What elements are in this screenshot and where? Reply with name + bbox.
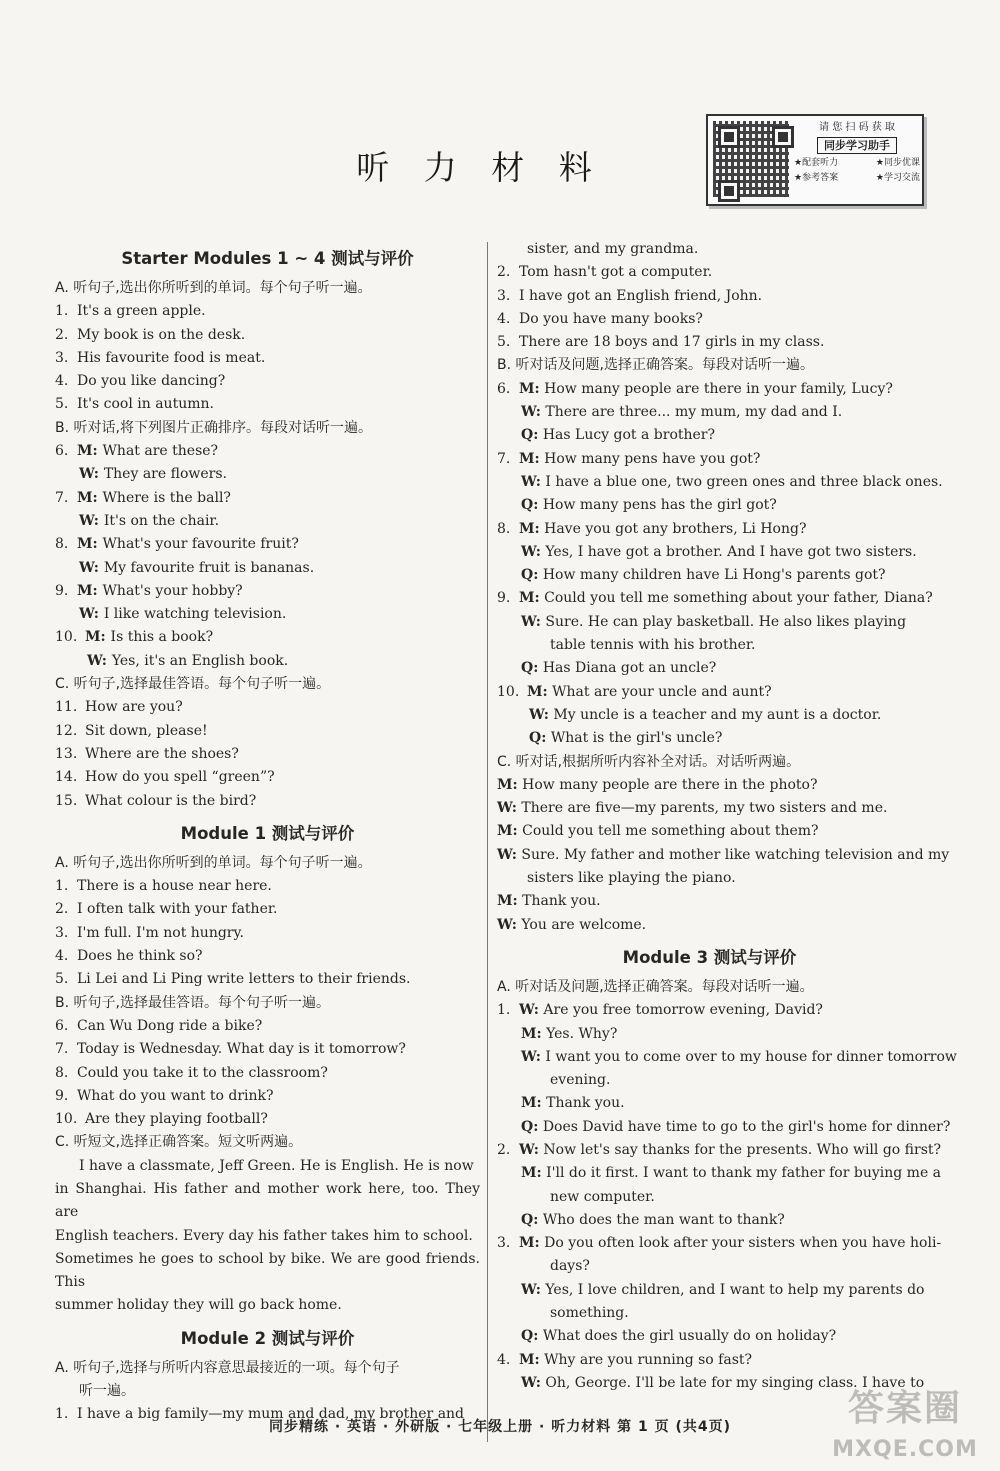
list-item: 6. Can Wu Dong ride a bike?	[55, 1017, 263, 1034]
left-column	[55, 238, 480, 1427]
list-item: 9. What do you want to drink?	[55, 1087, 274, 1104]
dialog-line: W: Oh, George. I'll be late for my singing class. I have to	[521, 1374, 925, 1391]
section-heading-starter: Starter Modules 1 ~ 4 测试与评价	[121, 249, 414, 268]
dialog-line: Q: What does the girl usually do on holiday?	[521, 1328, 837, 1345]
watermark	[820, 1380, 990, 1462]
instruction: A. 听对话及问题,选择正确答案。每段对话听一遍。	[497, 978, 814, 995]
dialog-line: 8. M: What's your favourite fruit?	[55, 536, 299, 553]
dialog-line: 10. M: What are your uncle and aunt?	[497, 683, 772, 700]
dialog-line: days?	[550, 1258, 590, 1275]
dialog-line: W: I have a blue one, two green ones and three black ones.	[521, 473, 943, 490]
list-item: 1. I have a big family—my mum and dad, my brother and	[55, 1406, 465, 1423]
dialog-line: W: Sure. He can play basketball. He also likes playing	[521, 613, 907, 630]
instruction: C. 听短文,选择正确答案。短文听两遍。	[55, 1134, 303, 1151]
dialog-line: 7. M: Where is the ball?	[55, 489, 231, 506]
dialog-line: W: Sure. My father and mother like watching television and my	[497, 846, 950, 863]
list-item: 4. Does he think so?	[55, 948, 203, 965]
list-item: 5. It's cool in autumn.	[55, 396, 214, 413]
list-item: 1. There is a house near here.	[55, 878, 272, 895]
right-column	[497, 238, 957, 1395]
instruction: B. 听句子,选择最佳答语。每个句子听一遍。	[55, 994, 330, 1011]
dialog-line: 3. M: Do you often look after your sisters when you have holi-	[497, 1235, 942, 1252]
page-title: 听 力 材 料	[356, 148, 604, 187]
dialog-line: M: How many people are there in the photo?	[497, 776, 818, 793]
list-item: 2. My book is on the desk.	[55, 326, 246, 343]
list-item: 2. Tom hasn't got a computer.	[497, 264, 713, 281]
list-item: 12. Sit down, please!	[55, 722, 208, 739]
dialog-line: W: I want you to come over to my house for dinner tomorrow	[521, 1048, 957, 1065]
list-item: 8. Could you take it to the classroom?	[55, 1064, 328, 1081]
list-item: 15. What colour is the bird?	[55, 792, 257, 809]
dialog-line: W: My favourite fruit is bananas.	[79, 559, 315, 576]
list-item: 14. How do you spell “green”?	[55, 769, 275, 786]
dialog-line: W: It's on the chair.	[79, 512, 220, 529]
list-item: 5. There are 18 boys and 17 girls in my class.	[497, 334, 825, 351]
section-heading-module-1: Module 1 测试与评价	[180, 823, 355, 843]
column-divider	[487, 242, 488, 1442]
dialog-line: W: You are welcome.	[497, 916, 647, 933]
dialog-line: W: There are five—my parents, my two sisters and me.	[497, 800, 888, 817]
instruction: B. 听对话,将下列图片正确排序。每段对话听一遍。	[55, 419, 372, 436]
instruction: C. 听对话,根据所听内容补全对话。对话听两遍。	[497, 753, 801, 770]
dialog-line: Q: How many pens has the girl got?	[521, 497, 777, 514]
qr-code-icon[interactable]	[713, 121, 789, 197]
list-item: 3. I have got an English friend, John.	[497, 287, 763, 304]
dialog-line: Q: Has Lucy got a brother?	[521, 427, 716, 444]
section-heading-module-3: Module 3 测试与评价	[622, 947, 797, 967]
qr-caption: 请 您 扫 码 获 取	[819, 122, 895, 133]
dialog-line: Q: Who does the man want to thank?	[521, 1211, 785, 1228]
dialog-line: 9. M: Could you tell me something about your father, Diana?	[497, 590, 933, 607]
qr-panel[interactable]	[706, 114, 924, 206]
dialog-line: M: Could you tell me something about them?	[497, 823, 819, 840]
dialog-line: 10. M: Is this a book?	[55, 629, 214, 646]
dialog-line: 9. M: What's your hobby?	[55, 582, 243, 599]
dialog-line: 1. W: Are you free tomorrow evening, David?	[497, 1002, 823, 1019]
instruction: B. 听对话及问题,选择正确答案。每段对话听一遍。	[497, 357, 814, 374]
instruction: A. 听句子,选出你所听到的单词。每个句子听一遍。	[55, 280, 372, 296]
dialog-line: new computer.	[550, 1188, 655, 1205]
list-item: 4. Do you like dancing?	[55, 373, 226, 390]
dialog-line: M: Yes. Why?	[521, 1025, 618, 1042]
dialog-line: table tennis with his brother.	[550, 637, 756, 654]
dialog-line: 7. M: How many pens have you got?	[497, 450, 761, 467]
dialog-line: evening.	[550, 1072, 611, 1089]
dialog-line: 4. M: Why are you running so fast?	[497, 1351, 753, 1368]
list-item-continuation: sister, and my grandma.	[527, 241, 699, 257]
dialog-line: 2. W: Now let's say thanks for the presents. Who will go first?	[497, 1141, 942, 1158]
dialog-line: W: Yes, I have got a brother. And I have got two sisters.	[521, 543, 917, 560]
list-item: 2. I often talk with your father.	[55, 901, 278, 918]
list-item: 3. His favourite food is meat.	[55, 349, 266, 366]
qr-feature: ★同步优课	[875, 158, 920, 168]
dialog-line: W: They are flowers.	[79, 466, 227, 483]
dialog-line: Q: Has Diana got an uncle?	[521, 660, 717, 677]
qr-feature: ★参考答案	[794, 173, 839, 183]
section-heading-module-2: Module 2 测试与评价	[180, 1328, 355, 1348]
dialog-line: W: There are three... my mum, my dad and I.	[521, 404, 843, 421]
instruction: 听一遍。	[79, 1383, 135, 1400]
dialog-line: 8. M: Have you got any brothers, Li Hong?	[497, 520, 807, 537]
dialog-line: 6. M: What are these?	[55, 443, 219, 460]
list-item: 13. Where are the shoes?	[55, 745, 239, 762]
dialog-line: W: Yes, I love children, and I want to help my parents do	[521, 1281, 925, 1298]
dialog-line: sisters like playing the piano.	[527, 870, 736, 887]
instruction: A. 听句子,选出你所听到的单词。每个句子听一遍。	[55, 854, 372, 871]
watermark-url: MXQE.COM	[832, 1437, 978, 1462]
page-footer: 同步精练 · 英语 · 外研版 · 七年级上册 · 听力材料 第 1 页 (共4页)	[268, 1419, 732, 1435]
dialog-line: W: Yes, it's an English book.	[87, 652, 289, 669]
list-item: 11. How are you?	[55, 699, 183, 716]
dialog-line: W: My uncle is a teacher and my aunt is a doctor.	[529, 706, 882, 723]
list-item: 3. I'm full. I'm not hungry.	[55, 924, 244, 941]
dialog-line: Q: What is the girl's uncle?	[529, 730, 723, 747]
list-item: 1. It's a green apple.	[55, 303, 206, 320]
dialog-line: M: Thank you.	[497, 893, 601, 910]
qr-feature: ★学习交流	[875, 173, 920, 183]
qr-feature: ★配套听力	[794, 158, 839, 168]
dialog-line: 6. M: How many people are there in your family, Lucy?	[497, 380, 893, 397]
dialog-line: Q: Does David have time to go to the girl's home for dinner?	[521, 1118, 951, 1135]
dialog-line: something.	[550, 1305, 629, 1322]
list-item: 10. Are they playing football?	[55, 1111, 268, 1128]
watermark-logo: 答案圈	[847, 1388, 962, 1429]
passage: I have a classmate, Jeff Green. He is English. He is now in Shanghai. His father and mother work here, too. They are English teachers. Every day his father takes him to school. Sometimes he goes to school by bike. We are good friends. This summer holiday they will go back home.	[55, 1157, 480, 1314]
list-item: 5. Li Lei and Li Ping write letters to their friends.	[55, 971, 411, 988]
dialog-line: W: I like watching television.	[79, 606, 287, 623]
list-item: 7. Today is Wednesday. What day is it tomorrow?	[55, 1041, 406, 1058]
instruction: C. 听句子,选择最佳答语。每个句子听一遍。	[55, 676, 331, 693]
dialog-line: M: Thank you.	[521, 1095, 625, 1112]
dialog-line: M: I'll do it first. I want to thank my father for buying me a	[521, 1165, 942, 1182]
instruction: A. 听句子,选择与所听内容意思最接近的一项。每个句子	[55, 1359, 400, 1376]
dialog-line: Q: How many children have Li Hong's parents got?	[521, 567, 886, 584]
qr-badge: 同步学习助手	[817, 137, 897, 154]
list-item: 4. Do you have many books?	[497, 310, 703, 327]
